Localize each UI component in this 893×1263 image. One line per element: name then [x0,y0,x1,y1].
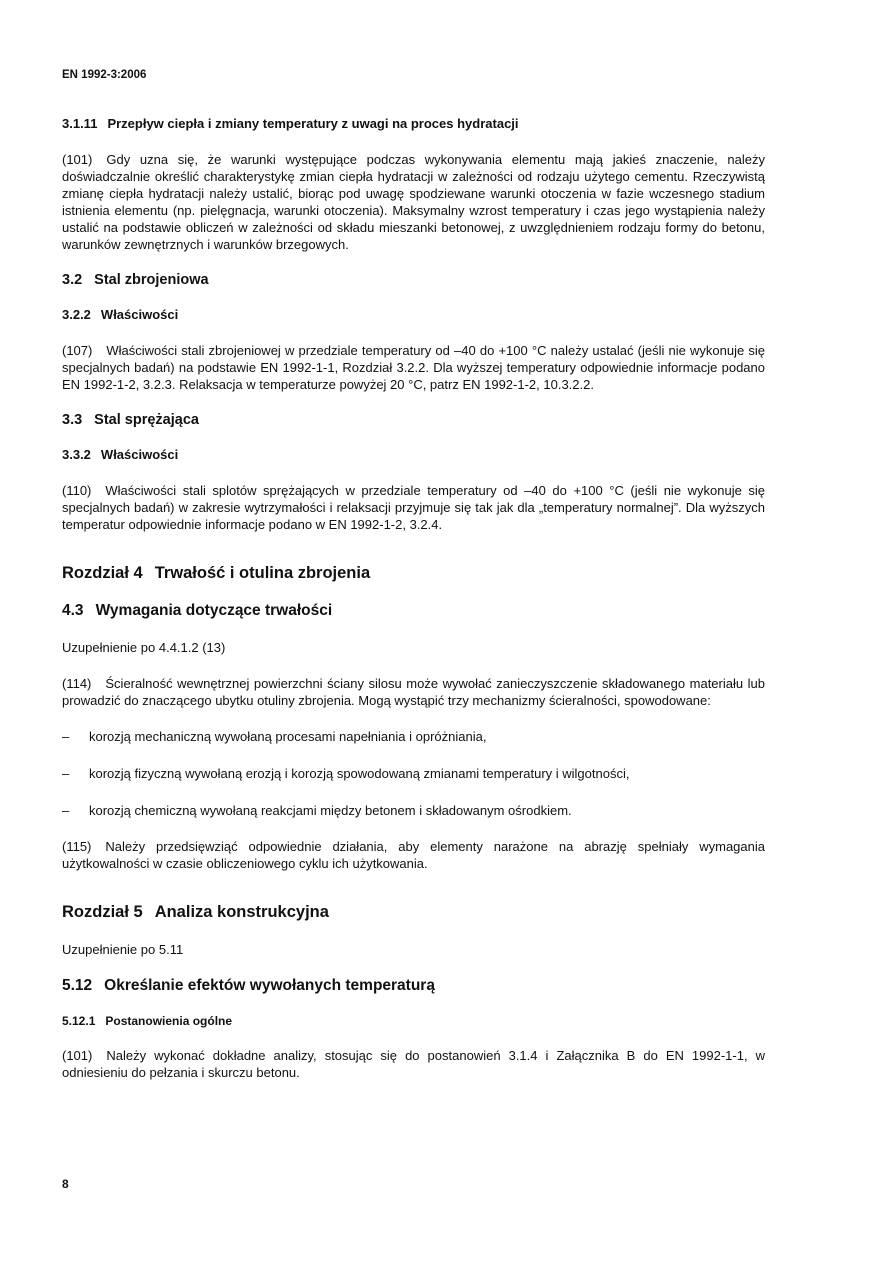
heading-title: Wymagania dotyczące trwałości [95,602,333,619]
list-item [62,728,765,745]
supplement-note-5: Uzupełnienie po 5.11 [62,942,184,957]
paragraph-number: (101) [62,1048,93,1063]
chapter-label: Rozdział 5 [62,903,143,921]
heading-title: Stal zbrojeniowa [94,272,209,288]
list-item [62,802,765,819]
paragraph-number: (107) [62,343,93,358]
paragraph-3-1-11-101 [62,151,765,253]
spacer [62,552,765,564]
heading-number: 3.1.11 [62,116,98,131]
heading-3-3 [62,412,765,428]
chapter-5-heading [62,903,765,922]
paragraph-text: Należy przedsięwziąć odpowiednie działania, aby elementy narażone na abrazję spełniały wymagania użytkowalności w czasie obliczeniowego cyklu ich użytkowania. [62,839,765,871]
heading-number: 3.3 [62,412,83,428]
paragraph-3-3-2-110 [62,482,765,533]
paragraph-number: (114) [62,676,92,691]
abrasion-mechanisms-list [62,728,765,819]
heading-title: Przepływ ciepła i zmiany temperatury z uwagi na proces hydratacji [107,116,519,131]
heading-number: 4.3 [62,602,84,619]
spacer [62,891,765,903]
paragraph-4-3-115 [62,838,765,872]
list-item-text: korozją fizyczną wywołaną erozją i korozją spowodowaną zmianami temperatury i wilgotności, [89,766,630,781]
heading-3-2-2 [62,307,765,322]
paragraph-number: (110) [62,483,92,498]
paragraph-number: (101) [62,152,93,167]
paragraph-text: Właściwości stali zbrojeniowej w przedziale temperatury od –40 do +100 °C należy ustalać (jeśli nie wykonuje się specjalnych badań) na podstawie EN 1992-1-1, Rozdział 3.2.2. Dla wyższej temperatury odpowiednie informacje podano EN 1992-1-2, 3.2.3. Relaksacja w temperaturze powyżej 20 °C, patrz EN 1992-1-2, 10.3.2.2. [62,343,765,392]
paragraph-text: Gdy uzna się, że warunki występujące podczas wykonywania elementu mają jakieś znaczenie, należy doświadczalnie określić charakterystykę zmian ciepła hydratacji w zależności od rodzaju użytego cementu. Rzeczywistą zmianę ciepła hydratacji należy ustalić, biorąc pod uwagę spodziewane warunki otoczenia w fazie wczesnego stadium istnienia elementu (np. pielęgnacja, warunki otoczenia). Maksymalny wzrost temperatury i czas jego wystąpienia należy ustalić na podstawie obliczeń w zależności od składu mieszanki betonowej, z uwzględnieniem rodzaju formy do betonu, warunków zewnętrznych i warunków brzegowych. [62,152,765,252]
heading-number: 3.2 [62,272,83,288]
heading-5-12 [62,977,765,995]
heading-4-3 [62,602,765,620]
document-body [62,116,765,1100]
paragraph-3-2-2-107 [62,342,765,393]
list-item [62,765,765,782]
supplement-note-4: Uzupełnienie po 4.4.1.2 (13) [62,640,226,655]
heading-number: 3.3.2 [62,447,91,462]
heading-3-3-2 [62,447,765,462]
heading-3-1-11 [62,116,765,131]
list-item-text: korozją chemiczną wywołaną reakcjami między betonem i składowanym ośrodkiem. [89,803,572,818]
heading-number: 3.2.2 [62,307,91,322]
chapter-label: Rozdział 4 [62,564,143,582]
paragraph-text: Właściwości stali splotów sprężających w przedziale temperatury od –40 do +100 °C (jeśli nie wykonuje się specjalnych badań) w zakresie wytrzymałości i relaksacji przyjmuje się tak jak dla „temperatury normalnej”. Dla wyższych temperatur odpowiednie informacje podano w EN 1992-1-2, 3.2.4. [62,483,765,532]
paragraph-text: Ścieralność wewnętrznej powierzchni ściany silosu może wywołać zanieczyszczenie składowanego materiału lub prowadzić do znaczącego ubytku otuliny zbrojenia. Mogą wystąpić trzy mechanizmy ścieralności, spowodowane: [62,676,765,708]
heading-title: Właściwości [100,447,179,462]
paragraph-5-12-1-101 [62,1047,765,1081]
paragraph-text: Należy wykonać dokładne analizy, stosując się do postanowień 3.1.4 i Załącznika B do EN 1992-1-1, w odniesieniu do pełzania i skurczu betonu. [62,1048,765,1080]
heading-title: Określanie efektów wywołanych temperaturą [104,977,435,994]
list-dash: – [62,729,70,744]
paragraph-4-3-114 [62,675,765,709]
list-dash: – [62,766,70,781]
heading-number: 5.12.1 [62,1014,96,1028]
chapter-title: Analiza konstrukcyjna [154,903,329,921]
chapter-title: Trwałość i otulina zbrojenia [154,564,371,582]
chapter-4-heading [62,564,765,583]
list-dash: – [62,803,70,818]
page-number: 8 [62,1177,69,1191]
paragraph-number: (115) [62,839,92,854]
heading-number: 5.12 [62,977,93,994]
heading-title: Postanowienia ogólne [105,1014,233,1028]
heading-5-12-1 [62,1014,765,1028]
list-item-text: korozją mechaniczną wywołaną procesami napełniania i opróżniania, [89,729,487,744]
heading-title: Stal sprężająca [94,412,199,428]
heading-title: Właściwości [100,307,179,322]
heading-3-2 [62,272,765,288]
document-id: EN 1992-3:2006 [62,69,147,81]
